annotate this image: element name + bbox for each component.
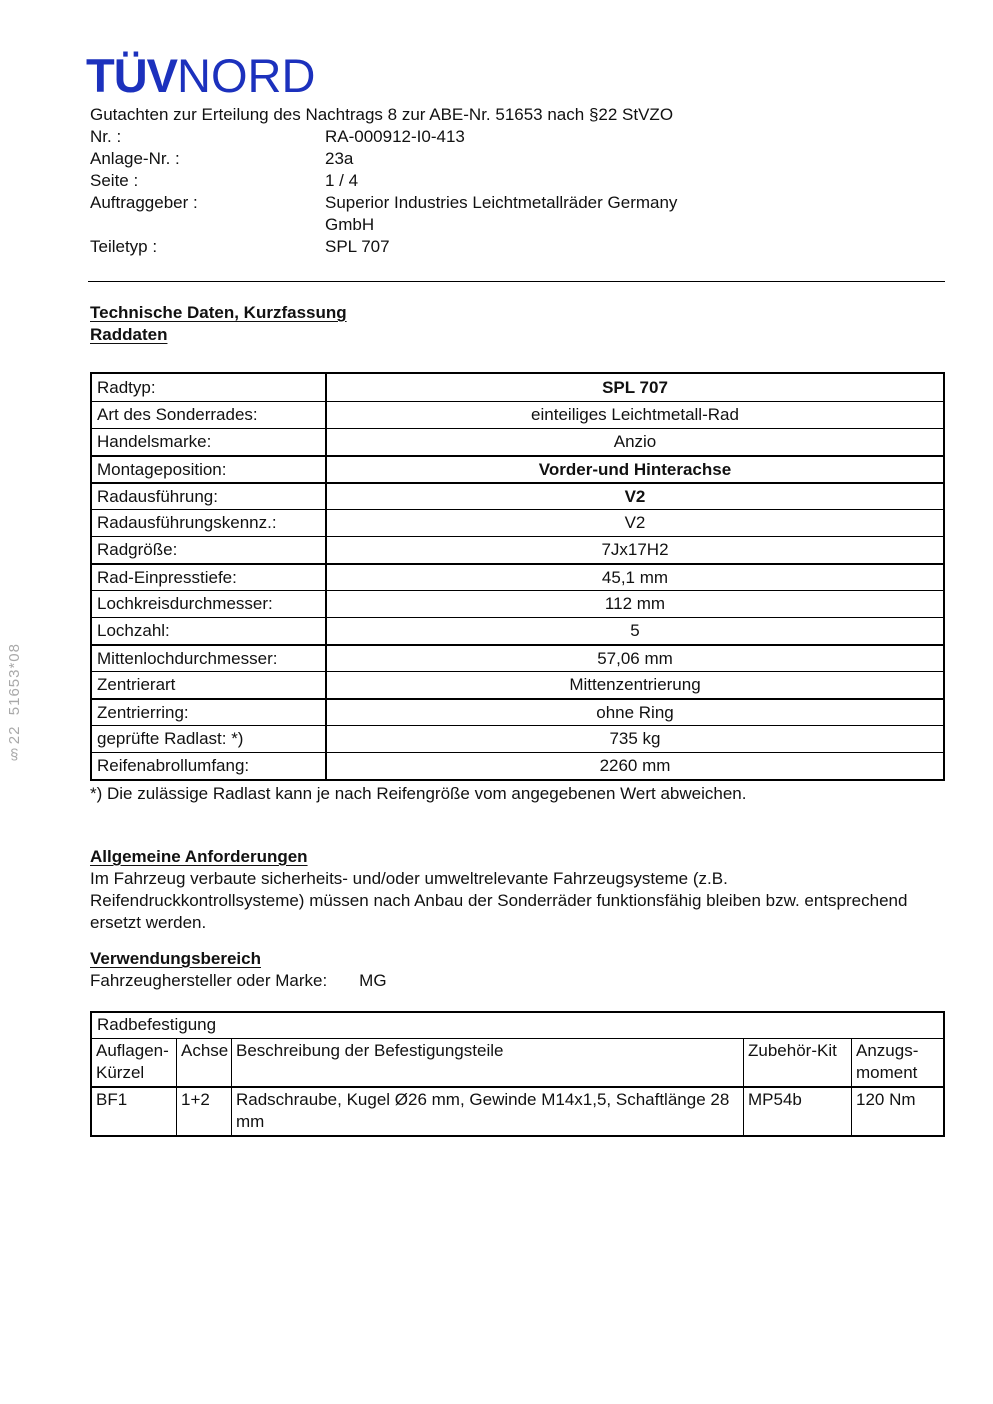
row-label: geprüfte Radlast: *) [92,726,327,752]
row-label: Art des Sonderrades: [92,402,327,428]
row-value: 57,06 mm [597,648,673,668]
header-field-nr [90,126,950,148]
field-label: Auftraggeber : [90,193,198,212]
usage-section [90,948,945,992]
general-requirements-text: Im Fahrzeug verbaute sicherheits- und/oder umweltrelevante Fahrzeugsysteme (z.B. Reifendruckkontrollsysteme) müssen nach Anbau der Sonderräder funktionsfähig bleiben bzw. entsprechend ersetzt werden. [90,869,908,932]
table-row-radausfuehrung [92,482,943,509]
row-label: Reifenabrollumfang: [92,753,327,779]
horizontal-rule [88,281,945,282]
field-label: Anlage-Nr. : [90,149,180,168]
header-field-seite [90,170,950,192]
table-row-radgroesse [92,536,943,563]
row-label: Montageposition: [92,457,327,482]
field-value: SPL 707 [325,237,390,256]
cell-zubehoer-kit: MP54b [744,1088,852,1135]
field-label: Seite : [90,171,139,190]
row-value: Mittenzentrierung [569,675,701,694]
table-row-mittenlochdurchmesser [92,644,943,671]
row-value: 7Jx17H2 [601,540,669,559]
table-row-handelsmarke [92,428,943,455]
wheel-data-table [90,372,945,781]
vehicle-manufacturer-value: MG [359,971,387,990]
column-header-beschreibung: Beschreibung der Befestigungsteile [232,1039,744,1086]
field-value: 23a [325,149,354,168]
row-label: Radausführung: [92,484,327,509]
field-value: Superior Industries Leichtmetallräder Germany GmbH [325,193,678,234]
vehicle-manufacturer-label: Fahrzeughersteller oder Marke: [90,971,328,990]
row-value: 2260 mm [599,756,671,775]
row-value: 112 mm [604,594,666,613]
tuv-nord-logo [86,49,316,102]
table-row-montageposition [92,455,943,482]
table-row-reifenabrollumfang [92,752,943,779]
logo-nord-text: NORD [177,49,316,102]
row-label: Zentrierring: [92,700,327,725]
row-value: Anzio [613,432,657,451]
table-row-radausfuehrungskennz [92,509,943,536]
field-value: RA-000912-I0-413 [325,127,465,146]
row-label: Handelsmarke: [92,429,327,455]
cell-beschreibung: Radschraube, Kugel Ø26 mm, Gewinde M14x1,5, Schaftlänge 28 mm [232,1088,744,1135]
row-value: ohne Ring [596,702,674,722]
row-label: Lochzahl: [92,618,327,644]
section-heading-allgemeine-anforderungen: Allgemeine Anforderungen [90,847,308,866]
header-block [90,104,950,258]
row-value: 735 kg [609,729,661,748]
document-title: Gutachten zur Erteilung des Nachtrags 8 zur ABE-Nr. 51653 nach §22 StVZO [90,105,674,124]
table-row-zentrierart [92,671,943,698]
row-value: 45,1 mm [601,567,669,587]
row-label: Radtyp: [92,374,327,401]
row-label: Zentrierart [92,672,327,698]
table-row-lochkreisdurchmesser [92,590,943,617]
table-row-radtyp [92,374,943,401]
row-label: Radausführungskennz.: [92,510,327,536]
field-label: Nr. : [90,127,122,146]
column-header-achse: Achse [177,1039,232,1086]
table-row-gepruefte-radlast [92,725,943,752]
table-row-lochzahl [92,617,943,644]
row-label: Radgröße: [92,537,327,563]
table-row-rad-einpresstiefe [92,563,943,590]
radlast-footnote: *) Die zulässige Radlast kann je nach Reifengröße vom angegebenen Wert abweichen. [90,784,747,803]
column-header-zubehoer-kit: Zubehör-Kit [744,1039,852,1086]
header-field-auftraggeber [90,192,950,236]
logo-tuv-text: TÜV [86,49,177,102]
header-field-anlage [90,148,950,170]
field-label: Teiletyp : [90,237,158,256]
row-label: Rad-Einpresstiefe: [92,565,327,590]
fastening-table-title: Radbefestigung [92,1013,943,1039]
fastening-table-row-bf1 [92,1088,943,1135]
column-header-anzugsmoment: Anzugs-moment [856,1041,919,1082]
row-value: SPL 707 [602,377,668,397]
row-value: einteiliges Leichtmetall-Rad [531,405,739,424]
row-value: Vorder-und Hinterachse [538,459,732,479]
vehicle-manufacturer-line [90,970,945,992]
side-watermark: §22 51653*08 [6,643,23,763]
technical-section-headings [90,302,347,346]
cell-anzugsmoment: 120 Nm [856,1090,916,1109]
cell-achse: 1+2 [177,1088,232,1135]
row-value: 5 [630,621,640,640]
row-value: V2 [624,486,646,506]
fastening-table [90,1011,945,1137]
general-requirements-section [90,846,945,934]
column-header-auflagen-kuerzel: Auflagen-Kürzel [92,1039,177,1086]
table-row-art-des-sonderrades [92,401,943,428]
section-heading-technische-daten: Technische Daten, Kurzfassung [90,303,347,322]
row-label: Mittenlochdurchmesser: [92,646,327,671]
cell-auflagen-kuerzel: BF1 [92,1088,177,1135]
field-value: 1 / 4 [325,171,359,190]
table-row-zentrierring [92,698,943,725]
section-heading-raddaten: Raddaten [90,325,168,344]
header-field-teiletyp [90,236,950,258]
section-heading-verwendungsbereich: Verwendungsbereich [90,949,261,968]
fastening-table-header [92,1039,943,1088]
row-label: Lochkreisdurchmesser: [92,591,327,617]
row-value: V2 [624,513,646,532]
